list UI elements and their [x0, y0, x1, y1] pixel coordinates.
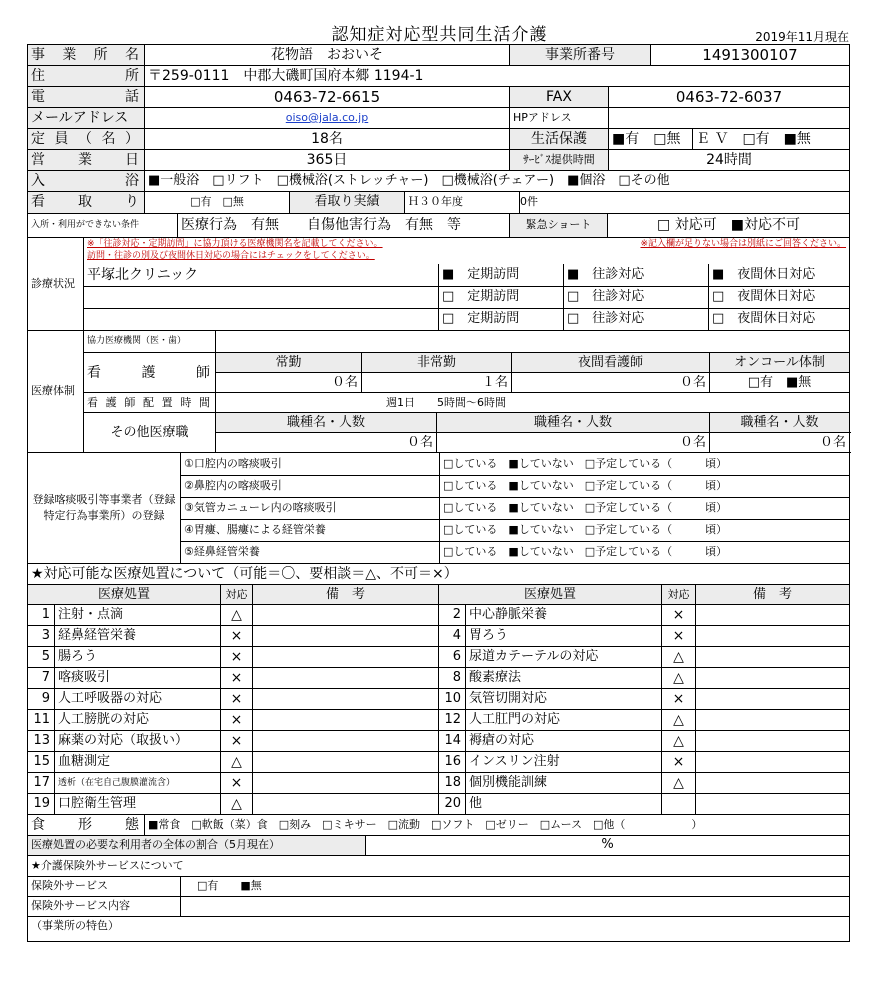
- table-row: [28, 689, 850, 710]
- service-time-label: ｻｰﾋﾞｽ提供時間: [510, 150, 609, 171]
- job-h-3: 職種名・人数: [710, 413, 850, 433]
- date-stamp: 2019年11月現在: [755, 30, 849, 44]
- mitori-table: [27, 192, 850, 214]
- proc-number: 7: [28, 668, 55, 689]
- proc-number: 8: [439, 668, 466, 689]
- suction-status-2: □している ■していない □予定している（ 頃）: [440, 475, 850, 497]
- proc-name: 褥瘡の対応: [466, 731, 662, 752]
- welfare-label: 生活保護: [510, 129, 609, 150]
- procedure-rows: [28, 605, 850, 815]
- suction-item-2: ②鼻腔内の喀痰吸引: [181, 475, 440, 497]
- proc-name: 人工呼吸器の対応: [55, 689, 221, 710]
- suction-item-3: ③気管カニューレ内の喀痰吸引: [181, 497, 440, 519]
- suction-item-4: ④胃瘻、腸瘻による経管栄養: [181, 519, 440, 541]
- table-row: [28, 773, 850, 794]
- proc-response: △: [662, 773, 696, 794]
- days: 365日: [145, 150, 510, 171]
- suction-item-5: ⑤経鼻経管栄養: [181, 541, 440, 563]
- proc-response: ×: [221, 626, 253, 647]
- mail-label: メールアドレス: [28, 108, 145, 129]
- proc-number: 2: [439, 605, 466, 626]
- address-label: 住所: [28, 66, 145, 87]
- h-night: 夜間看護師: [512, 353, 710, 373]
- proc-response: ×: [662, 605, 696, 626]
- proc-note: [253, 689, 439, 710]
- condition-label: 入所・利用ができない条件: [28, 214, 178, 238]
- address: 〒259-0111 中郡大磯町国府本郷 1194-1: [145, 66, 850, 87]
- time-label: 看護師配置時間: [84, 393, 216, 413]
- v-night: ０名: [512, 373, 710, 393]
- clinic-2-yakan: □ 夜間休日対応: [709, 286, 850, 308]
- clinic-note-2: 訪問・往診の別及び夜間休日対応の場合にはチェックをしてください。: [87, 251, 375, 261]
- proc-response: ×: [221, 689, 253, 710]
- proc-name: 麻薬の対応（取扱い）: [55, 731, 221, 752]
- mail-link[interactable]: oiso@jala.co.jp: [285, 111, 369, 124]
- bath-label: 入浴: [28, 171, 145, 192]
- proc-note: [696, 773, 850, 794]
- proc-response: △: [662, 668, 696, 689]
- proc-number: 18: [439, 773, 466, 794]
- proc-name: 個別機能訓練: [466, 773, 662, 794]
- office-name: 花物語 おおいそ: [145, 45, 510, 66]
- proc-response: ×: [662, 752, 696, 773]
- proc-number: 4: [439, 626, 466, 647]
- proc-note: [253, 647, 439, 668]
- proc-response: ×: [221, 773, 253, 794]
- bath-options: ■一般浴 □リフト □機械浴(ストレッチャー) □機械浴(チェアー) ■個浴 □その他: [145, 171, 850, 192]
- h-part: 非常勤: [362, 353, 512, 373]
- proc-note: [253, 752, 439, 773]
- mitori-record-label: 看取り実績: [290, 192, 405, 213]
- food-label: 食形態: [28, 815, 145, 835]
- v-oncall: □有 ■無: [710, 373, 850, 393]
- proc-name: 酸素療法: [466, 668, 662, 689]
- h-proc-right: 医療処置: [439, 585, 662, 605]
- clinic-label: 診療状況: [28, 238, 84, 330]
- condition-table: [27, 214, 850, 239]
- proc-name: 尿道カテーテルの対応: [466, 647, 662, 668]
- procedures-heading: ★対応可能な医療処置について（可能＝〇、要相談＝△、不可＝×）: [28, 564, 850, 585]
- clinic-note-3: ※記入欄が足りない場合は別紙にご回答ください。: [640, 239, 847, 249]
- proc-response: △: [221, 794, 253, 815]
- proc-name: 血糖測定: [55, 752, 221, 773]
- proc-note: [696, 689, 850, 710]
- tel: 0463-72-6615: [145, 87, 510, 108]
- office-id: 1491300107: [651, 45, 850, 66]
- proc-name: 腸ろう: [55, 647, 221, 668]
- proc-response: △: [221, 752, 253, 773]
- table-row: [28, 794, 850, 815]
- clinic-3-teiki: □ 定期訪問: [439, 308, 564, 330]
- v-full: ０名: [216, 373, 362, 393]
- tel-label: 電話: [28, 87, 145, 108]
- mitori-count: 0件: [520, 192, 850, 213]
- ratio-value: %: [366, 836, 850, 856]
- proc-note: [253, 626, 439, 647]
- hp-label: HPアドレス: [510, 108, 609, 129]
- clinic-2-oushin: □ 往診対応: [564, 286, 709, 308]
- proc-note: [696, 710, 850, 731]
- proc-response: ×: [221, 710, 253, 731]
- ins-svc-label: 保険外サービス: [28, 876, 181, 896]
- proc-number: 6: [439, 647, 466, 668]
- basic-info-table: [27, 44, 850, 192]
- office-id-label: 事業所番号: [510, 45, 651, 66]
- proc-name: 他: [466, 794, 662, 815]
- proc-number: 1: [28, 605, 55, 626]
- proc-response: △: [662, 731, 696, 752]
- proc-note: [696, 626, 850, 647]
- proc-number: 19: [28, 794, 55, 815]
- proc-response: ×: [662, 626, 696, 647]
- hp: [609, 108, 850, 129]
- table-row: [28, 668, 850, 689]
- proc-note: [696, 752, 850, 773]
- proc-name: 透析（在宅自己腹膜灌流含）: [55, 773, 221, 794]
- form-frame: [27, 44, 849, 942]
- proc-response: △: [221, 605, 253, 626]
- proc-name: 人工膀胱の対応: [55, 710, 221, 731]
- ins-heading: ★介護保険外サービスについて: [28, 856, 850, 876]
- ins-svc-value: □有 ■無: [181, 876, 850, 896]
- job-h-2: 職種名・人数: [437, 413, 710, 433]
- ratio-table: [27, 836, 850, 857]
- job-h-1: 職種名・人数: [216, 413, 437, 433]
- capacity-label: 定員（名）: [28, 129, 145, 150]
- proc-number: 12: [439, 710, 466, 731]
- proc-note: [696, 794, 850, 815]
- proc-number: 15: [28, 752, 55, 773]
- proc-name: 喀痰吸引: [55, 668, 221, 689]
- ins-content-value: [181, 896, 850, 916]
- table-row: [28, 752, 850, 773]
- clinic-name-2: [84, 286, 439, 308]
- mitori-year: Ｈ３０年度: [405, 192, 520, 213]
- proc-number: 14: [439, 731, 466, 752]
- proc-note: [696, 668, 850, 689]
- fax: 0463-72-6037: [609, 87, 850, 108]
- suction-label: 登録喀痰吸引等事業者（登録特定行為事業所）の登録: [28, 453, 181, 563]
- feature-label: （事業所の特色）: [28, 916, 850, 941]
- proc-note: [696, 731, 850, 752]
- procedures-table: [27, 564, 850, 816]
- table-row: [28, 731, 850, 752]
- proc-note: [253, 605, 439, 626]
- ins-content-label: 保険外サービス内容: [28, 896, 181, 916]
- proc-note: [253, 773, 439, 794]
- proc-response: △: [662, 647, 696, 668]
- days-label: 営業日: [28, 150, 145, 171]
- h-oncall: オンコール体制: [710, 353, 850, 373]
- proc-number: 10: [439, 689, 466, 710]
- proc-response: ×: [221, 647, 253, 668]
- table-row: [28, 605, 850, 626]
- proc-response: ×: [221, 668, 253, 689]
- proc-name: 注射・点滴: [55, 605, 221, 626]
- h-resp-left: 対応: [221, 585, 253, 605]
- ev-value: □有 ■無: [742, 131, 811, 147]
- clinic-1-teiki: ■ 定期訪問: [439, 264, 564, 286]
- capacity: 18名: [145, 129, 510, 150]
- insurance-table: [27, 856, 850, 942]
- h-resp-right: 対応: [662, 585, 696, 605]
- medical-table: [27, 331, 850, 454]
- proc-name: 人工肛門の対応: [466, 710, 662, 731]
- suction-status-5: □している ■していない □予定している（ 頃）: [440, 541, 850, 563]
- v-part: １名: [362, 373, 512, 393]
- proc-number: 3: [28, 626, 55, 647]
- h-proc-left: 医療処置: [28, 585, 221, 605]
- ratio-label: 医療処置の必要な利用者の全体の割合（5月現在）: [28, 836, 366, 856]
- clinic-1-oushin: ■ 往診対応: [564, 264, 709, 286]
- clinic-name-3: [84, 308, 439, 330]
- table-row: [28, 710, 850, 731]
- proc-name: 口腔衛生管理: [55, 794, 221, 815]
- mitori-value: □有 □無: [145, 192, 290, 213]
- proc-note: [253, 668, 439, 689]
- proc-response: ×: [662, 689, 696, 710]
- time-value: 週1日 5時間～6時間: [216, 393, 850, 413]
- proc-name: 胃ろう: [466, 626, 662, 647]
- mitori-label: 看取り: [28, 192, 145, 213]
- proc-name: 経鼻経管栄養: [55, 626, 221, 647]
- proc-note: [696, 647, 850, 668]
- h-full: 常勤: [216, 353, 362, 373]
- welfare-value: ■有 □無: [609, 129, 693, 150]
- proc-note: [253, 794, 439, 815]
- proc-response: △: [662, 710, 696, 731]
- h-note-right: 備 考: [696, 585, 850, 605]
- suction-table: [27, 453, 850, 564]
- clinic-3-yakan: □ 夜間休日対応: [709, 308, 850, 330]
- fax-label: FAX: [510, 87, 609, 108]
- service-time: 24時間: [609, 150, 850, 171]
- proc-name: 気管切開対応: [466, 689, 662, 710]
- proc-note: [696, 605, 850, 626]
- medical-label: 医療体制: [28, 331, 84, 453]
- clinic-table: [27, 238, 850, 331]
- job-3: ０名: [710, 433, 850, 453]
- suction-status-4: □している ■していない □予定している（ 頃）: [440, 519, 850, 541]
- other-label: その他医療職: [84, 413, 216, 453]
- proc-number: 17: [28, 773, 55, 794]
- proc-response: ×: [221, 731, 253, 752]
- table-row: [28, 647, 850, 668]
- table-row: [28, 626, 850, 647]
- shortstay-value: □ 対応可 ■対応不可: [608, 214, 850, 238]
- job-1: ０名: [216, 433, 437, 453]
- clinic-name-1: 平塚北クリニック: [84, 264, 439, 286]
- proc-number: 11: [28, 710, 55, 731]
- coop-label: 協力医療機関（医・歯）: [84, 331, 216, 353]
- shortstay-label: 緊急ショート: [510, 214, 608, 238]
- proc-note: [253, 710, 439, 731]
- suction-status-3: □している ■していない □予定している（ 頃）: [440, 497, 850, 519]
- ev-label: Ｅ Ｖ: [696, 131, 729, 147]
- proc-number: 5: [28, 647, 55, 668]
- proc-name: 中心静脈栄養: [466, 605, 662, 626]
- h-note-left: 備 考: [253, 585, 439, 605]
- proc-name: インスリン注射: [466, 752, 662, 773]
- page-title: 認知症対応型共同生活介護: [331, 25, 548, 45]
- proc-response: [662, 794, 696, 815]
- food-value: ■常食 □軟飯（菜）食 □刻み □ミキサー □流動 □ソフト □ゼリー □ムース □他（ ）: [145, 815, 850, 835]
- clinic-2-teiki: □ 定期訪問: [439, 286, 564, 308]
- proc-number: 20: [439, 794, 466, 815]
- clinic-note-1: ※「往診対応・定期訪問」に協力頂ける医療機関名を記載してください。: [87, 239, 383, 249]
- food-table: [27, 815, 850, 836]
- suction-status-1: □している ■していない □予定している（ 頃）: [440, 453, 850, 475]
- suction-item-1: ①口腔内の喀痰吸引: [181, 453, 440, 475]
- office-name-label: 事業所名: [28, 45, 145, 66]
- proc-note: [253, 731, 439, 752]
- proc-number: 16: [439, 752, 466, 773]
- proc-number: 9: [28, 689, 55, 710]
- clinic-1-yakan: ■ 夜間休日対応: [709, 264, 850, 286]
- job-2: ０名: [437, 433, 710, 453]
- proc-number: 13: [28, 731, 55, 752]
- nurse-label: 看護師: [84, 353, 216, 393]
- clinic-3-oushin: □ 往診対応: [564, 308, 709, 330]
- condition-value: 医療行為 有無 自傷他害行為 有無 等: [178, 214, 510, 238]
